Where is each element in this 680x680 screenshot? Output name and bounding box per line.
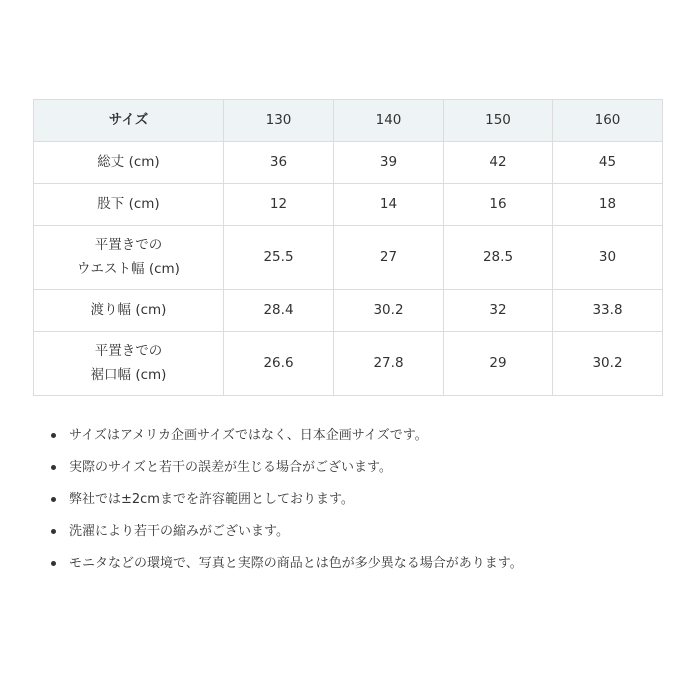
table-cell: 33.8	[553, 290, 663, 332]
table-row	[34, 142, 663, 184]
size-table	[33, 99, 663, 396]
row-label: 平置きでの 裾口幅 (cm)	[34, 332, 224, 396]
table-cell: 28.4	[224, 290, 334, 332]
table-row	[34, 184, 663, 226]
table-cell: 30.2	[334, 290, 444, 332]
note-text: 実際のサイズと若干の誤差が生じる場合がございます。	[69, 460, 392, 475]
bullet-icon	[51, 465, 56, 470]
bullet-icon	[51, 561, 56, 566]
table-cell: 28.5	[444, 226, 553, 290]
note-item	[51, 420, 523, 452]
table-cell: 18	[553, 184, 663, 226]
note-text: モニタなどの環境で、写真と実際の商品とは色が多少異なる場合があります。	[69, 556, 523, 571]
table-row	[34, 226, 663, 290]
table-cell: 39	[334, 142, 444, 184]
table-row	[34, 332, 663, 396]
table-cell: 30.2	[553, 332, 663, 396]
note-item	[51, 548, 523, 580]
notes-list	[51, 420, 523, 580]
table-cell: 25.5	[224, 226, 334, 290]
header-130: 130	[224, 100, 334, 142]
row-label: 股下 (cm)	[34, 184, 224, 226]
table-cell: 14	[334, 184, 444, 226]
table-cell: 12	[224, 184, 334, 226]
note-item	[51, 452, 523, 484]
table-cell: 27	[334, 226, 444, 290]
header-160: 160	[553, 100, 663, 142]
row-label: 総丈 (cm)	[34, 142, 224, 184]
note-text: サイズはアメリカ企画サイズではなく、日本企画サイズです。	[69, 428, 428, 443]
table-cell: 45	[553, 142, 663, 184]
note-text: 洗濯により若干の縮みがございます。	[69, 524, 289, 539]
note-item	[51, 516, 523, 548]
table-cell: 29	[444, 332, 553, 396]
table-cell: 36	[224, 142, 334, 184]
note-text: 弊社では±2cmまでを許容範囲としております。	[69, 492, 354, 507]
header-150: 150	[444, 100, 553, 142]
header-size: サイズ	[34, 100, 224, 142]
row-label: 渡り幅 (cm)	[34, 290, 224, 332]
table-cell: 26.6	[224, 332, 334, 396]
header-row	[34, 100, 663, 142]
bullet-icon	[51, 433, 56, 438]
table-cell: 30	[553, 226, 663, 290]
table-cell: 27.8	[334, 332, 444, 396]
row-label: 平置きでの ウエスト幅 (cm)	[34, 226, 224, 290]
table-cell: 32	[444, 290, 553, 332]
note-item	[51, 484, 523, 516]
bullet-icon	[51, 497, 56, 502]
header-140: 140	[334, 100, 444, 142]
table-row	[34, 290, 663, 332]
bullet-icon	[51, 529, 56, 534]
table-cell: 42	[444, 142, 553, 184]
table-cell: 16	[444, 184, 553, 226]
